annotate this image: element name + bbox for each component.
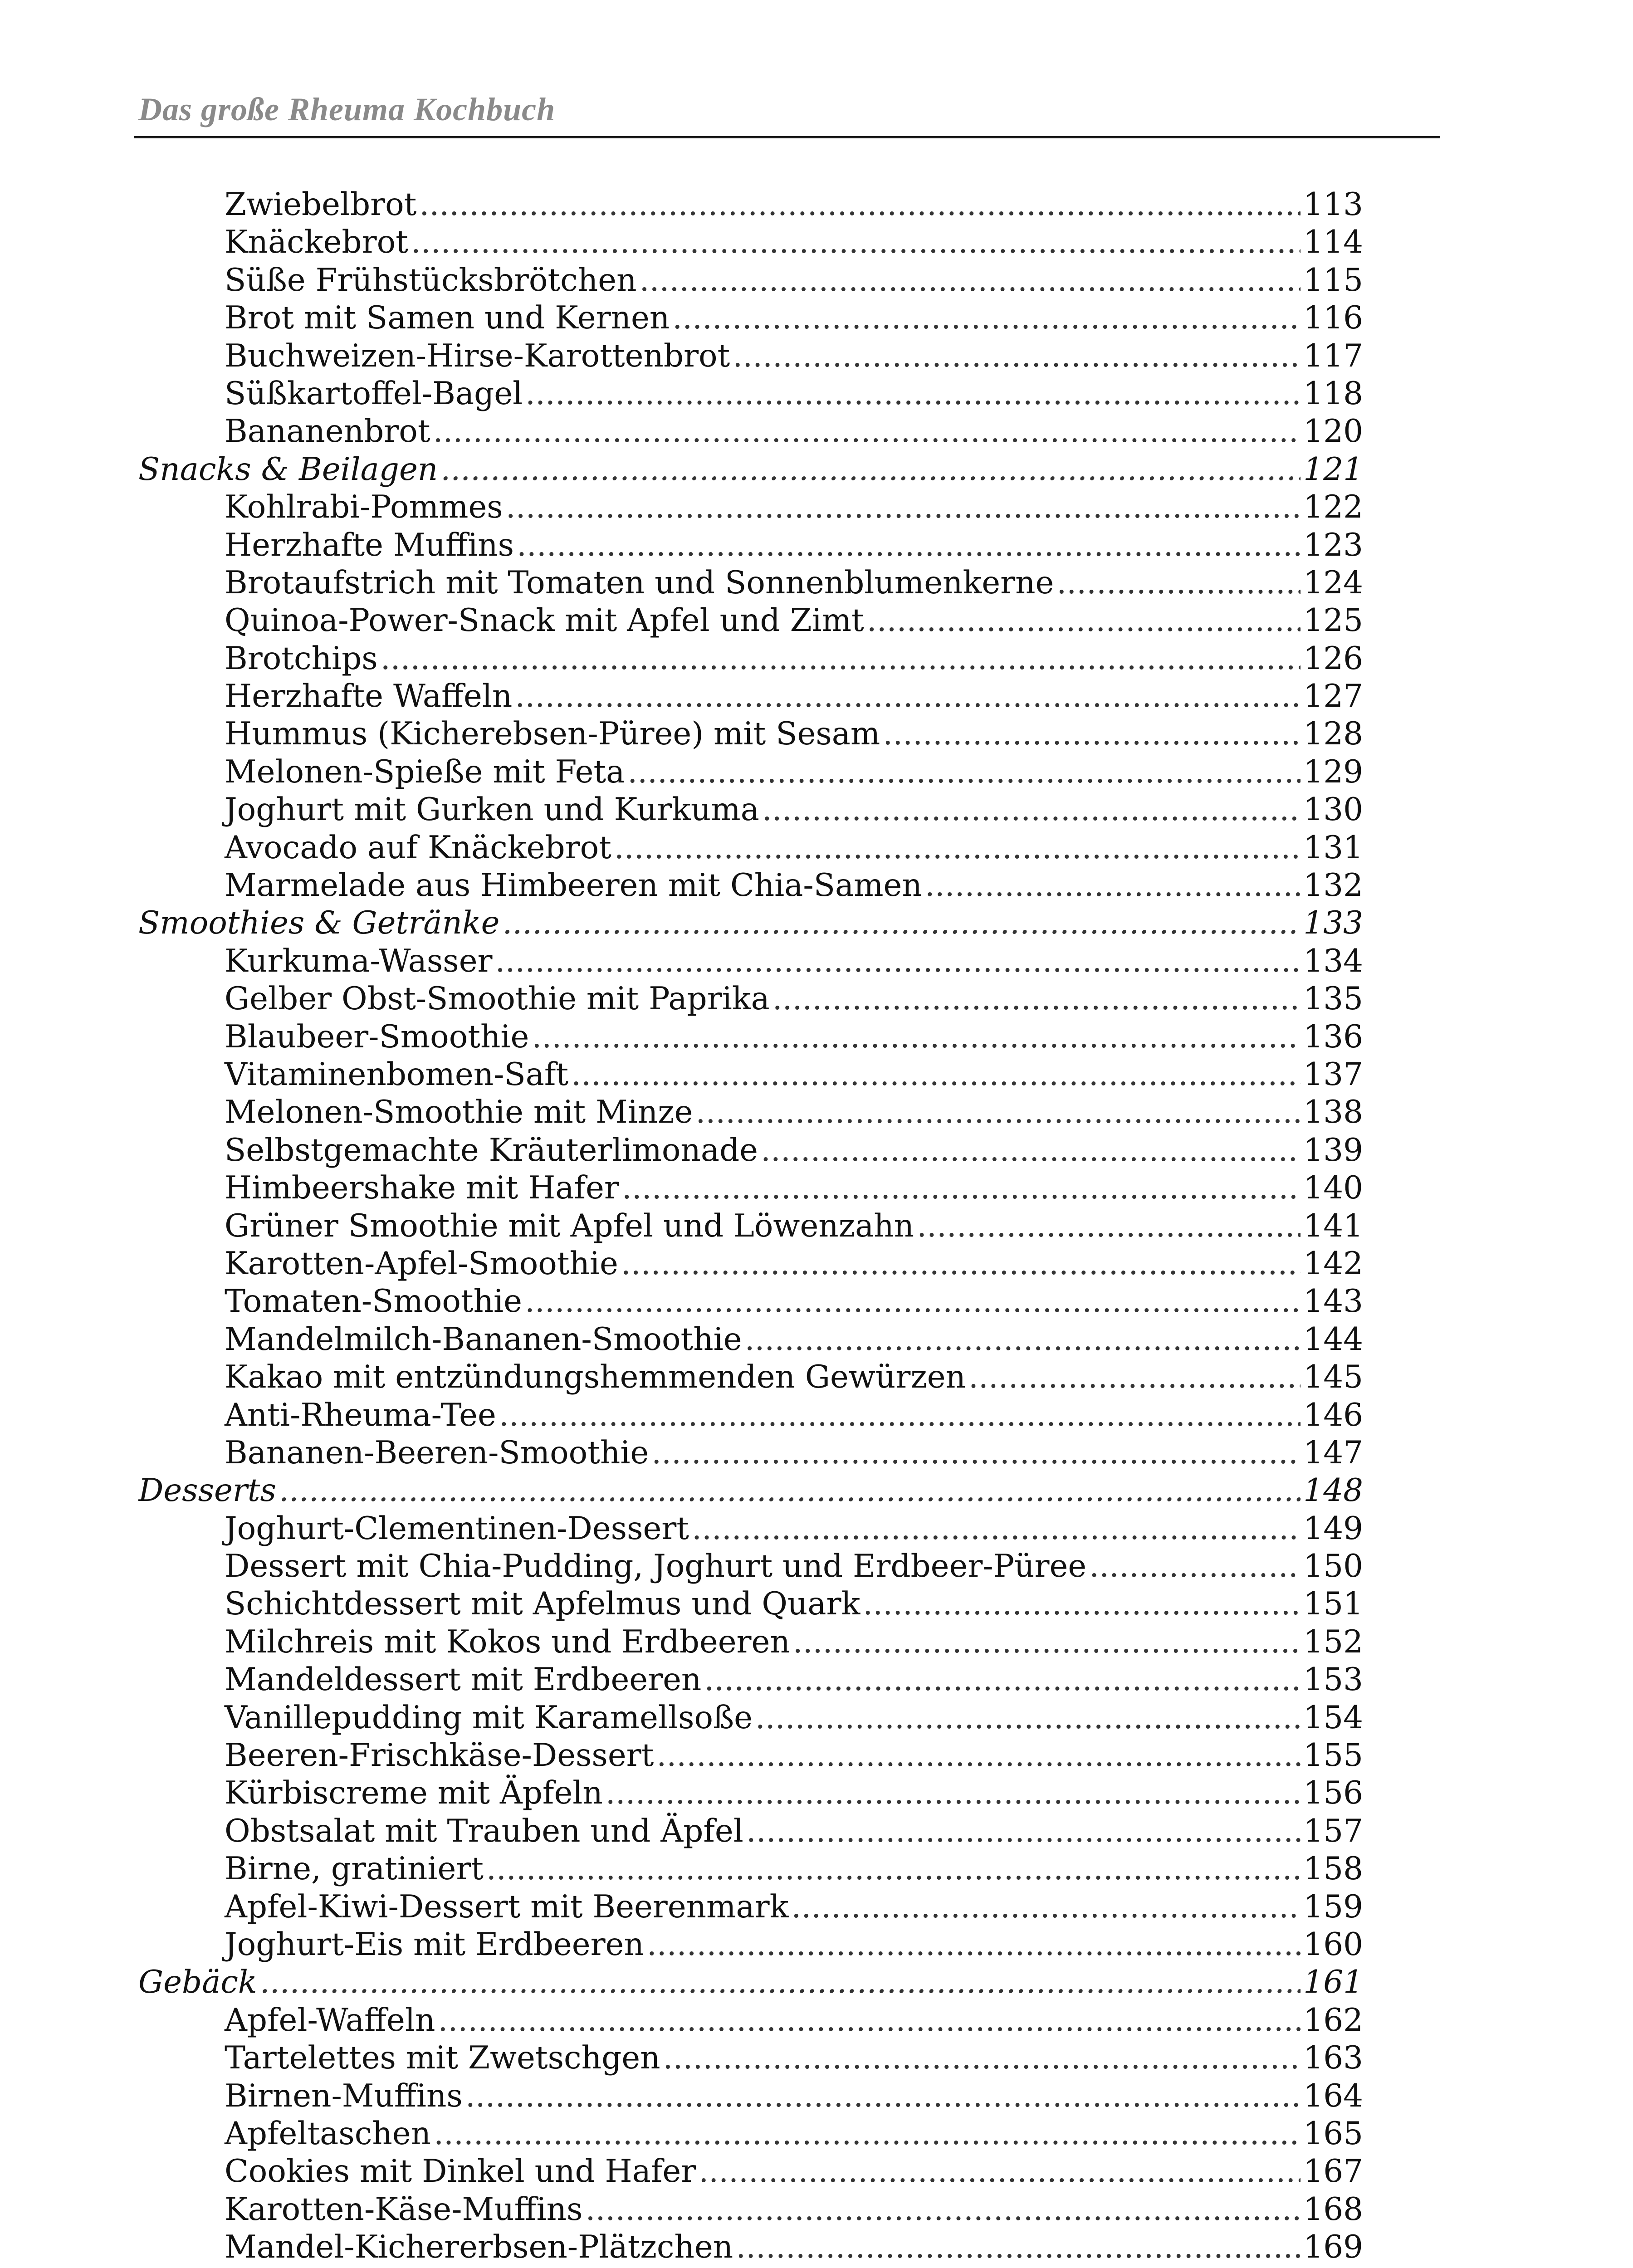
section-title: Smoothies & Getränke xyxy=(138,905,500,942)
entry-title: Bananen-Beeren-Smoothie xyxy=(225,1434,649,1471)
dot-leader xyxy=(772,980,1301,1018)
toc-entry xyxy=(138,1056,1363,1094)
dot-leader xyxy=(515,678,1301,715)
dot-leader xyxy=(761,1132,1301,1169)
dot-leader xyxy=(1056,564,1301,602)
entry-title: Vitaminenbomen-Saft xyxy=(225,1056,569,1093)
toc-entry xyxy=(138,602,1363,640)
toc-entry xyxy=(138,186,1363,224)
toc-entry xyxy=(138,1888,1363,1926)
dot-leader xyxy=(627,753,1301,791)
page-number: 139 xyxy=(1303,1132,1363,1168)
page-number: 161 xyxy=(1303,1964,1363,2001)
dot-leader xyxy=(440,451,1301,489)
page-number: 122 xyxy=(1303,489,1363,526)
entry-title: Mandel-Kichererbsen-Plätzchen xyxy=(225,2229,733,2266)
entry-title: Mandeldessert mit Erdbeeren xyxy=(225,1662,702,1698)
dot-leader xyxy=(917,1207,1301,1245)
entry-title: Anti-Rheuma-Tee xyxy=(225,1397,496,1433)
entry-title: Kohlrabi-Pommes xyxy=(225,489,503,526)
page-number: 136 xyxy=(1303,1018,1363,1055)
page-number: 133 xyxy=(1303,905,1363,942)
entry-title: Apfeltaschen xyxy=(225,2115,431,2152)
page-number: 141 xyxy=(1303,1207,1363,1244)
header-divider xyxy=(134,136,1440,138)
dot-leader xyxy=(745,1321,1301,1359)
page-number: 153 xyxy=(1303,1662,1363,1698)
entry-title: Avocado auf Knäckebrot xyxy=(225,829,611,866)
entry-title: Kurkuma-Wasser xyxy=(225,943,493,979)
page-number: 117 xyxy=(1303,337,1363,374)
page-number: 115 xyxy=(1303,262,1363,298)
page-number: 167 xyxy=(1303,2153,1363,2190)
page-number: 148 xyxy=(1303,1472,1363,1509)
dot-leader xyxy=(419,186,1301,224)
toc-section-heading xyxy=(138,1964,1363,2001)
entry-title: Birne, gratiniert xyxy=(225,1851,484,1887)
page-number: 113 xyxy=(1303,186,1363,223)
entry-title: Süßkartoffel-Bagel xyxy=(225,375,523,412)
dot-leader xyxy=(279,1472,1301,1510)
toc-entry xyxy=(138,299,1363,337)
toc-entry xyxy=(138,1737,1363,1774)
toc-entry xyxy=(138,489,1363,526)
toc-entry xyxy=(138,2153,1363,2190)
dot-leader xyxy=(532,1018,1301,1056)
dot-leader xyxy=(499,1397,1301,1434)
toc-entry xyxy=(138,1169,1363,1207)
dot-leader xyxy=(614,829,1301,867)
entry-title: Grüner Smoothie mit Apfel und Löwenzahn xyxy=(225,1207,914,1244)
dot-leader xyxy=(571,1056,1301,1094)
toc-entry xyxy=(138,1774,1363,1812)
toc-entry xyxy=(138,224,1363,261)
dot-leader xyxy=(883,715,1301,753)
toc-entry xyxy=(138,1548,1363,1585)
page-number: 163 xyxy=(1303,2040,1363,2077)
toc-entry xyxy=(138,527,1363,564)
entry-title: Birnen-Muffins xyxy=(225,2077,463,2114)
dot-leader xyxy=(438,2002,1301,2039)
entry-title: Milchreis mit Kokos und Erdbeeren xyxy=(225,1623,790,1660)
page-number: 159 xyxy=(1303,1888,1363,1925)
dot-leader xyxy=(672,299,1301,337)
dot-leader xyxy=(663,2039,1301,2077)
toc-entry xyxy=(138,262,1363,299)
dot-leader xyxy=(863,1585,1301,1623)
entry-title: Tomaten-Smoothie xyxy=(225,1283,522,1320)
entry-title: Gelber Obst-Smoothie mit Paprika xyxy=(225,981,770,1017)
entry-title: Brot mit Samen und Kernen xyxy=(225,300,670,337)
toc-entry xyxy=(138,337,1363,375)
section-title: Desserts xyxy=(138,1472,276,1509)
page-number: 147 xyxy=(1303,1434,1363,1471)
page-number: 146 xyxy=(1303,1397,1363,1433)
entry-title: Selbstgemachte Kräuterlimonade xyxy=(225,1132,758,1168)
toc-entry xyxy=(138,1018,1363,1056)
toc-entry xyxy=(138,1623,1363,1661)
page-number: 162 xyxy=(1303,2002,1363,2038)
entry-title: Beeren-Frischkäse-Dessert xyxy=(225,1737,654,1774)
toc-entry xyxy=(138,1245,1363,1283)
toc-entry xyxy=(138,2039,1363,2077)
toc-entry xyxy=(138,564,1363,602)
entry-title: Herzhafte Muffins xyxy=(225,527,514,563)
page-number: 125 xyxy=(1303,602,1363,639)
toc-entry xyxy=(138,867,1363,904)
entry-title: Brotaufstrich mit Tomaten und Sonnenblumenkerne xyxy=(225,564,1054,601)
dot-leader xyxy=(704,1661,1301,1699)
dot-leader xyxy=(502,904,1301,942)
dot-leader xyxy=(486,1850,1301,1888)
dot-leader xyxy=(506,489,1301,526)
dot-leader xyxy=(793,1623,1301,1661)
toc-entry xyxy=(138,678,1363,715)
toc-entry xyxy=(138,980,1363,1018)
page-number: 140 xyxy=(1303,1170,1363,1207)
dot-leader xyxy=(525,1283,1301,1320)
toc-entry xyxy=(138,2191,1363,2229)
page-number: 164 xyxy=(1303,2077,1363,2114)
entry-title: Joghurt-Eis mit Erdbeeren xyxy=(225,1926,644,1963)
toc-entry xyxy=(138,1397,1363,1434)
dot-leader xyxy=(586,2191,1301,2229)
entry-title: Karotten-Apfel-Smoothie xyxy=(225,1245,618,1282)
dot-leader xyxy=(640,262,1301,299)
dot-leader xyxy=(647,1926,1301,1964)
toc-entry xyxy=(138,413,1363,450)
page-number: 168 xyxy=(1303,2191,1363,2228)
page-number: 169 xyxy=(1303,2229,1363,2266)
dot-leader xyxy=(411,224,1301,261)
page-number: 145 xyxy=(1303,1359,1363,1396)
toc-section-heading xyxy=(138,451,1363,489)
page-number: 129 xyxy=(1303,753,1363,790)
dot-leader xyxy=(736,2229,1301,2266)
toc-entry xyxy=(138,1359,1363,1396)
entry-title: Melonen-Spieße mit Feta xyxy=(225,753,625,790)
toc-section-heading xyxy=(138,904,1363,942)
entry-title: Süße Frühstücksbrötchen xyxy=(225,262,637,298)
dot-leader xyxy=(925,867,1301,904)
section-title: Snacks & Beilagen xyxy=(138,451,438,488)
entry-title: Knäckebrot xyxy=(225,224,408,261)
dot-leader xyxy=(791,1888,1301,1926)
toc-entry xyxy=(138,1585,1363,1623)
dot-leader xyxy=(621,1245,1301,1283)
toc-entry xyxy=(138,375,1363,413)
toc-entry xyxy=(138,1699,1363,1737)
entry-title: Quinoa-Power-Snack mit Apfel und Zimt xyxy=(225,602,864,639)
dot-leader xyxy=(867,602,1301,640)
entry-title: Dessert mit Chia-Pudding, Joghurt und Erdbeer-Püree xyxy=(225,1548,1087,1585)
page-number: 150 xyxy=(1303,1548,1363,1585)
dot-leader xyxy=(755,1699,1301,1737)
dot-leader xyxy=(606,1774,1301,1812)
entry-title: Tartelettes mit Zwetschgen xyxy=(225,2040,660,2077)
page-number: 123 xyxy=(1303,527,1363,563)
page-number: 118 xyxy=(1303,375,1363,412)
dot-leader xyxy=(495,943,1301,980)
toc-entry xyxy=(138,943,1363,980)
entry-title: Melonen-Smoothie mit Minze xyxy=(225,1094,693,1131)
entry-title: Herzhafte Waffeln xyxy=(225,678,513,715)
dot-leader xyxy=(622,1169,1301,1207)
dot-leader xyxy=(433,413,1301,450)
toc-entry xyxy=(138,640,1363,678)
entry-title: Apfel-Waffeln xyxy=(225,2002,435,2038)
dot-leader xyxy=(434,2115,1301,2153)
page-number: 155 xyxy=(1303,1737,1363,1774)
entry-title: Himbeershake mit Hafer xyxy=(225,1170,619,1207)
entry-title: Zwiebelbrot xyxy=(225,186,417,223)
entry-title: Mandelmilch-Bananen-Smoothie xyxy=(225,1321,742,1358)
toc-entry xyxy=(138,1813,1363,1850)
page-number: 130 xyxy=(1303,792,1363,828)
dot-leader xyxy=(762,791,1301,829)
table-of-contents xyxy=(138,186,1363,2266)
page-number: 120 xyxy=(1303,413,1363,450)
page-number: 142 xyxy=(1303,1245,1363,1282)
entry-title: Blaubeer-Smoothie xyxy=(225,1018,529,1055)
toc-entry xyxy=(138,753,1363,791)
toc-entry xyxy=(138,1207,1363,1245)
page-number: 137 xyxy=(1303,1056,1363,1093)
dot-leader xyxy=(695,1094,1301,1131)
page-number: 154 xyxy=(1303,1699,1363,1736)
page-number: 114 xyxy=(1303,224,1363,261)
dot-leader xyxy=(656,1737,1301,1774)
entry-title: Apfel-Kiwi-Dessert mit Beerenmark xyxy=(225,1888,789,1925)
page-number: 134 xyxy=(1303,943,1363,979)
entry-title: Schichtdessert mit Apfelmus und Quark xyxy=(225,1586,861,1623)
dot-leader xyxy=(733,337,1301,375)
entry-title: Marmelade aus Himbeeren mit Chia-Samen xyxy=(225,867,922,904)
page-number: 156 xyxy=(1303,1775,1363,1812)
page-number: 157 xyxy=(1303,1813,1363,1849)
page-number: 143 xyxy=(1303,1283,1363,1320)
page-number: 138 xyxy=(1303,1094,1363,1131)
section-title: Gebäck xyxy=(138,1964,257,2001)
dot-leader xyxy=(651,1434,1301,1472)
entry-title: Brotchips xyxy=(225,640,378,677)
toc-entry xyxy=(138,2229,1363,2266)
toc-entry xyxy=(138,829,1363,867)
toc-entry xyxy=(138,1661,1363,1699)
page-number: 149 xyxy=(1303,1510,1363,1547)
dot-leader xyxy=(746,1813,1301,1850)
dot-leader xyxy=(525,375,1301,413)
toc-entry xyxy=(138,1283,1363,1320)
entry-title: Kürbiscreme mit Äpfeln xyxy=(225,1775,603,1812)
page-number: 126 xyxy=(1303,640,1363,677)
dot-leader xyxy=(699,2153,1301,2190)
page-number: 158 xyxy=(1303,1851,1363,1887)
entry-title: Joghurt mit Gurken und Kurkuma xyxy=(225,792,759,828)
toc-entry xyxy=(138,1094,1363,1131)
entry-title: Karotten-Käse-Muffins xyxy=(225,2191,583,2228)
dot-leader xyxy=(381,640,1301,678)
toc-entry xyxy=(138,2002,1363,2039)
toc-entry xyxy=(138,1132,1363,1169)
page-number: 160 xyxy=(1303,1926,1363,1963)
dot-leader xyxy=(692,1510,1301,1548)
entry-title: Buchweizen-Hirse-Karottenbrot xyxy=(225,337,730,374)
dot-leader xyxy=(1089,1548,1301,1585)
toc-section-heading xyxy=(138,1472,1363,1510)
entry-title: Joghurt-Clementinen-Dessert xyxy=(225,1510,689,1547)
page-number: 144 xyxy=(1303,1321,1363,1358)
page-number: 152 xyxy=(1303,1623,1363,1660)
page-number: 116 xyxy=(1303,300,1363,337)
page-number: 151 xyxy=(1303,1586,1363,1623)
toc-entry xyxy=(138,715,1363,753)
entry-title: Vanillepudding mit Karamellsoße xyxy=(225,1699,753,1736)
dot-leader xyxy=(517,527,1301,564)
page-number: 124 xyxy=(1303,564,1363,601)
dot-leader xyxy=(968,1359,1301,1396)
toc-entry xyxy=(138,2115,1363,2153)
page-number: 131 xyxy=(1303,829,1363,866)
toc-entry xyxy=(138,1434,1363,1472)
entry-title: Kakao mit entzündungshemmenden Gewürzen xyxy=(225,1359,966,1396)
page-number: 127 xyxy=(1303,678,1363,715)
toc-entry xyxy=(138,1510,1363,1548)
page-number: 135 xyxy=(1303,981,1363,1017)
toc-entry xyxy=(138,1850,1363,1888)
page-number: 121 xyxy=(1303,451,1363,488)
entry-title: Obstsalat mit Trauben und Äpfel xyxy=(225,1813,743,1849)
toc-entry xyxy=(138,1926,1363,1964)
page-number: 132 xyxy=(1303,867,1363,904)
running-header-title: Das große Rheuma Kochbuch xyxy=(138,91,556,127)
entry-title: Cookies mit Dinkel und Hafer xyxy=(225,2153,696,2190)
entry-title: Hummus (Kicherebsen-Püree) mit Sesam xyxy=(225,716,880,753)
dot-leader xyxy=(260,1964,1301,2001)
toc-entry xyxy=(138,791,1363,829)
entry-title: Bananenbrot xyxy=(225,413,430,450)
dot-leader xyxy=(465,2077,1301,2115)
toc-entry xyxy=(138,1321,1363,1359)
toc-entry xyxy=(138,2077,1363,2115)
page-number: 128 xyxy=(1303,716,1363,753)
page-number: 165 xyxy=(1303,2115,1363,2152)
